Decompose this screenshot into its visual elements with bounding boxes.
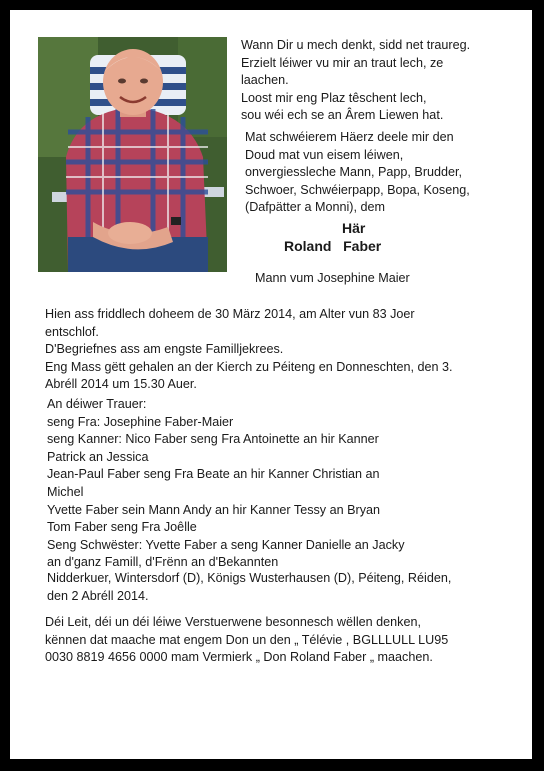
lead-line: onvergiessleche Mann, Papp, Brudder, [245, 165, 463, 180]
lead-line: Schwoer, Schwéierpapp, Bopa, Koseng, [245, 182, 470, 197]
lead-line: Mat schwéierem Häerz deele mir den [245, 130, 454, 144]
mourner-line: Jean-Paul Faber seng Fra Beate an hir Kanner Christian an [47, 467, 380, 482]
donation-note [45, 614, 448, 667]
mourner-line: Tom Faber seng Fra Joêlle [47, 520, 197, 535]
poem-block [241, 37, 470, 125]
mourner-line: seng Kanner: Nico Faber seng Fra Antoinette an hir Kanner [47, 432, 379, 447]
honorific: Här [342, 220, 366, 236]
lead-line: Doud mat vun eisem léiwen, [245, 147, 404, 162]
notice-line: Hien ass friddlech doheem de 30 März 2014, am Alter vun 83 Joer [45, 307, 415, 321]
mourner-line: Patrick an Jessica [47, 449, 149, 464]
spouse-line: Mann vum Josephine Maier [255, 271, 410, 285]
donation-line: Déi Leit, déi un déi léiwe Verstuerwene besonnesch wëllen denken, [45, 615, 421, 629]
portrait-illustration [38, 37, 227, 272]
portrait-photo [38, 37, 227, 272]
poem-line: laachen. [241, 73, 289, 88]
poem-line: Loost mir eng Plaz têschent lech, [241, 90, 427, 105]
lead-line: (Dafpätter a Monni), dem [245, 200, 385, 215]
mourners-list [47, 396, 405, 572]
donation-line: 0030 8819 4656 0000 mam Vermierk „ Don Roland Faber „ maachen. [45, 650, 433, 665]
mourner-line: An déiwer Trauer: [47, 397, 147, 411]
poem-line: Wann Dir u mech denkt, sidd net traureg. [241, 38, 471, 52]
mourner-line: an d'ganz Famill, d'Frënn an d'Bekannten [47, 555, 279, 570]
places-line: den 2 Abréll 2014. [47, 588, 149, 603]
deceased-first-name: Roland [284, 238, 332, 254]
obituary-card [10, 10, 532, 759]
places-and-date [47, 570, 451, 605]
donation-line: kënnen dat maache mat engem Don un den „ Télévie , BGLLLULL LU95 [45, 632, 449, 647]
deceased-last-name: Faber [343, 238, 382, 254]
notice-line: D'Begriefnes ass am engste Familljekrees. [45, 342, 284, 357]
mourner-line: Michel [47, 484, 84, 499]
announcement-lead [245, 129, 470, 217]
mourner-line: Seng Schwëster: Yvette Faber a seng Kanner Danielle an Jacky [47, 537, 405, 552]
poem-line: Erzielt léiwer vu mir an traut lech, ze [241, 55, 444, 70]
notice-line: Eng Mass gëtt gehalen an der Kierch zu Péiteng en Donneschten, den 3. [45, 359, 453, 374]
death-notice [45, 306, 452, 394]
notice-line: Abréll 2014 um 15.30 Auer. [45, 377, 197, 392]
deceased-name [284, 237, 381, 256]
mourner-line: Yvette Faber sein Mann Andy an hir Kanner Tessy an Bryan [47, 502, 380, 517]
poem-line: sou wéi ech se an Ârem Liewen hat. [241, 108, 444, 123]
mourner-line: seng Fra: Josephine Faber-Maier [47, 414, 234, 429]
notice-line: entschlof. [45, 324, 99, 339]
places-line: Nidderkuer, Wintersdorf (D), Königs Wusterhausen (D), Péiteng, Réiden, [47, 571, 452, 585]
